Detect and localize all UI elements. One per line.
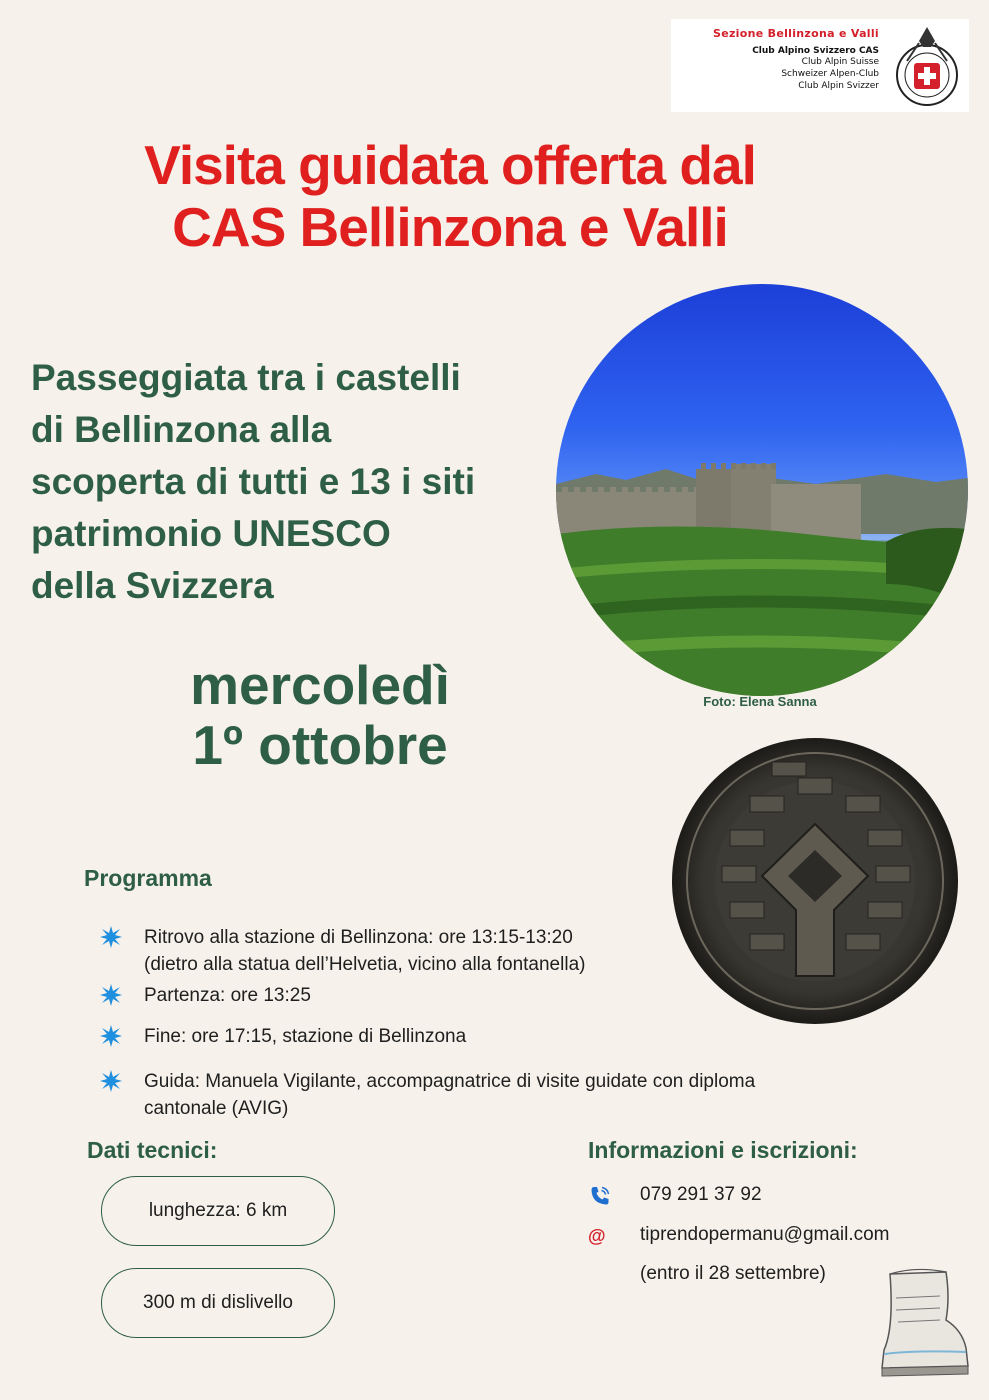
logo-line2: Club Alpin Suisse	[801, 57, 879, 67]
subtitle-line2: di Bellinzona alla	[31, 409, 332, 450]
programma-item-3-line1: Fine: ore 17:15, stazione di Bellinzona	[144, 1026, 467, 1047]
title-line2: CAS Bellinzona e Valli	[172, 196, 728, 258]
star-burst-icon	[100, 1070, 122, 1092]
elevation-badge: 300 m di dislivello	[101, 1268, 335, 1338]
subtitle-line1: Passeggiata tra i castelli	[31, 357, 461, 398]
subtitle-line4: patrimonio UNESCO	[31, 513, 391, 554]
registration-deadline: (entro il 28 settembre)	[640, 1263, 826, 1284]
star-burst-icon	[100, 984, 122, 1006]
event-date	[100, 655, 540, 775]
logo-line1: Club Alpino Svizzero CAS	[752, 46, 879, 56]
list-item	[100, 924, 900, 980]
list-item	[100, 1068, 900, 1124]
cas-logo	[671, 19, 969, 112]
list-item	[100, 982, 900, 1010]
title-line1: Visita guidata offerta dal	[144, 134, 756, 196]
star-burst-icon	[100, 1025, 122, 1047]
deadline-row	[588, 1263, 888, 1291]
info-heading: Informazioni e iscrizioni:	[588, 1137, 858, 1163]
swiss-cross-emblem-icon	[889, 21, 965, 111]
phone-row	[588, 1184, 948, 1212]
date-day: 1º ottobre	[192, 714, 448, 776]
programma-item-1-line1: Ritrovo alla stazione di Bellinzona: ore 13:15-13:20	[144, 927, 573, 948]
phone-icon	[588, 1184, 612, 1208]
length-badge: lunghezza: 6 km	[101, 1176, 335, 1246]
logo-line3: Schweizer Alpen-Club	[781, 69, 879, 79]
programma-item-2-line1: Partenza: ore 13:25	[144, 985, 311, 1006]
hiking-boot-icon	[876, 1268, 972, 1380]
photo-credit: Foto: Elena Sanna	[703, 694, 817, 709]
programma-item-4-line1: Guida: Manuela Vigilante, accompagnatrice di visite guidate con diploma	[144, 1071, 756, 1092]
email-row	[588, 1224, 948, 1252]
subtitle-line5: della Svizzera	[31, 565, 274, 606]
email-address[interactable]: tiprendopermanu@gmail.com	[640, 1224, 890, 1245]
programma-heading: Programma	[84, 865, 212, 891]
at-icon: @	[588, 1226, 606, 1246]
star-burst-icon	[100, 926, 122, 948]
dati-tecnici-heading: Dati tecnici:	[87, 1137, 218, 1163]
logo-line4: Club Alpin Svizzer	[798, 81, 879, 91]
castle-photo	[556, 284, 968, 696]
logo-section: Sezione Bellinzona e Valli	[713, 27, 879, 40]
page-title	[40, 134, 860, 258]
event-subtitle	[31, 352, 561, 612]
subtitle-line3: scoperta di tutti e 13 i siti	[31, 461, 476, 502]
programma-item-1-line2: (dietro alla statua dell’Helvetia, vicino alla fontanella)	[144, 954, 586, 975]
phone-number[interactable]: 079 291 37 92	[640, 1184, 762, 1205]
list-item	[100, 1023, 900, 1051]
date-weekday: mercoledì	[190, 654, 450, 716]
programma-item-4-line2: cantonale (AVIG)	[144, 1098, 289, 1119]
